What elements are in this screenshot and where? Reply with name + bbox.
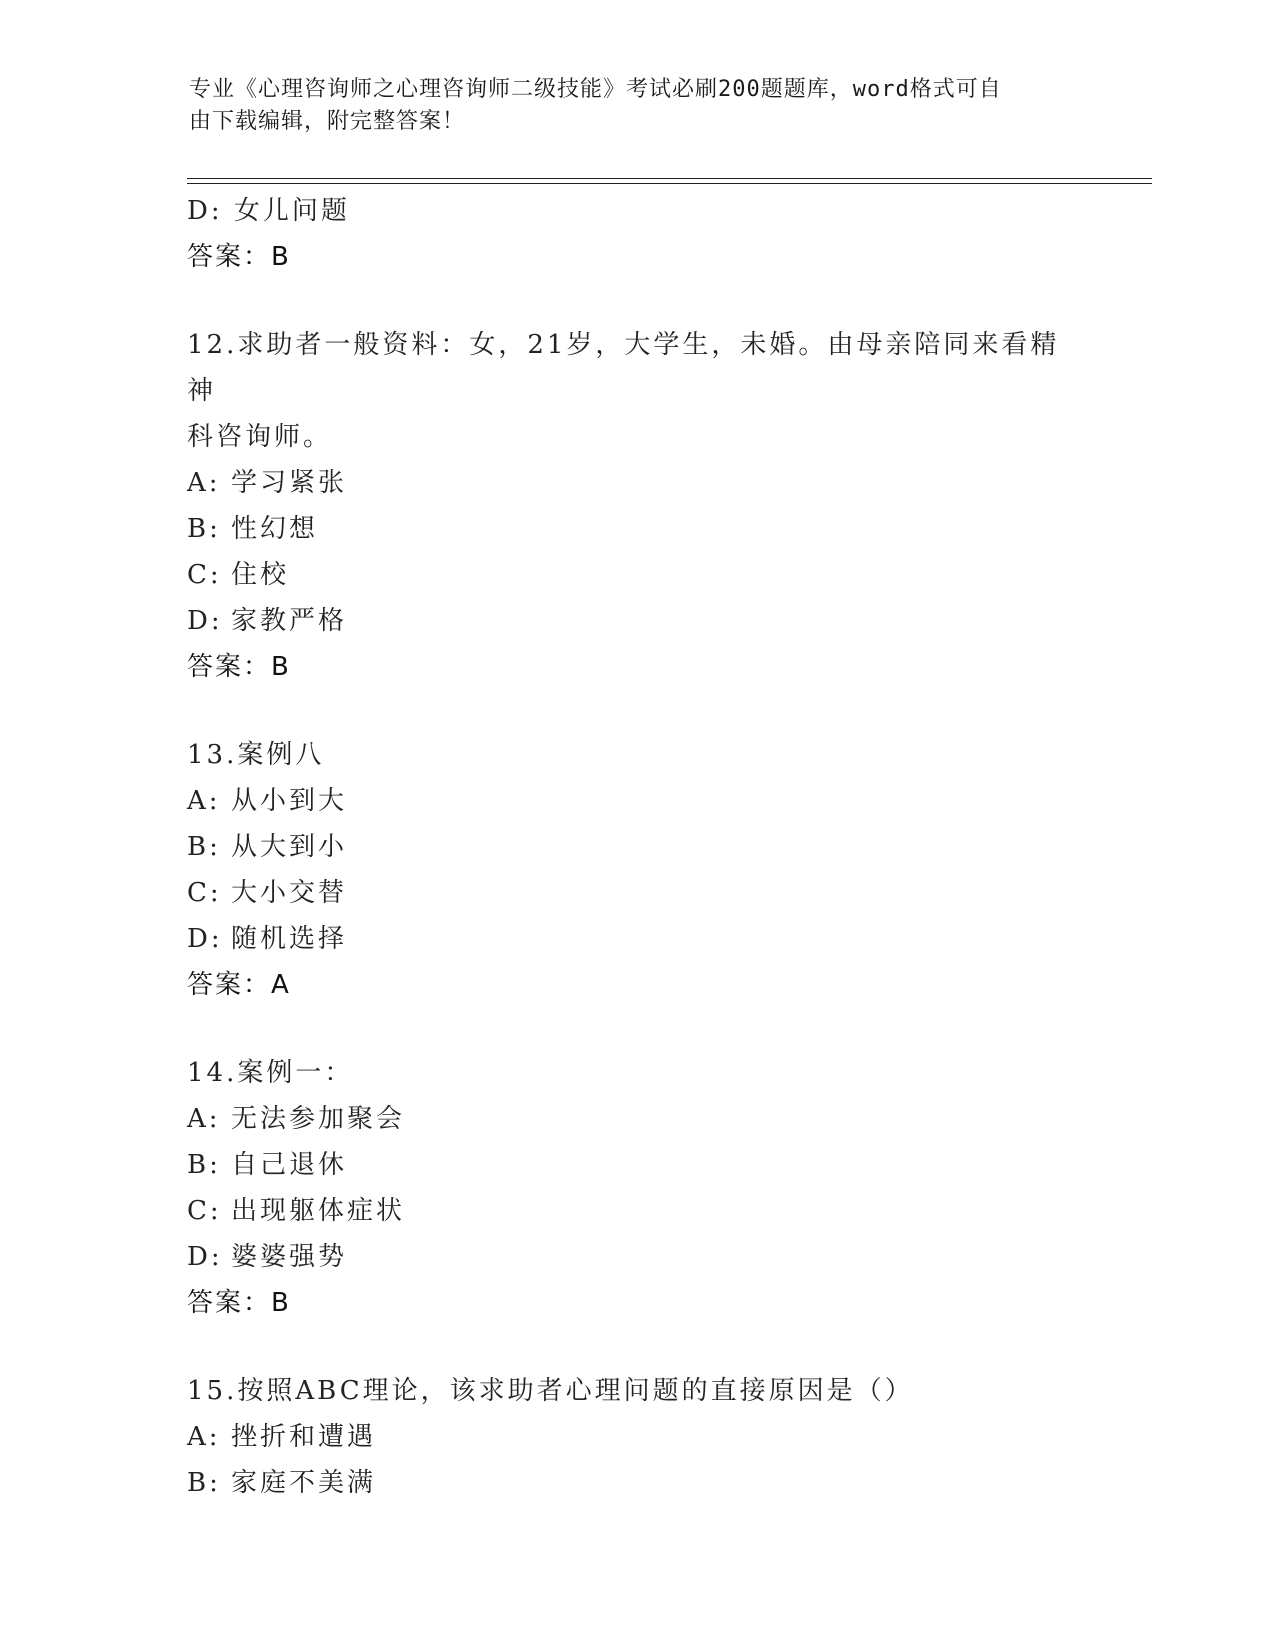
question-14-option-d: D: 婆婆强势 xyxy=(187,1242,348,1272)
question-14-option-c: C: 出现躯体症状 xyxy=(187,1196,406,1226)
question-12-answer: 答案：B xyxy=(187,652,291,682)
header-line-1: 专业《心理咨询师之心理咨询师二级技能》考试必刷200题题库，word格式可自 xyxy=(189,77,1002,102)
question-12-stem-line-1: 12.求助者一般资料：女，21岁，大学生，未婚。由母亲陪同来看精神 xyxy=(187,330,1060,406)
header-line-2: 由下载编辑，附完整答案！ xyxy=(189,109,466,134)
question-13 xyxy=(187,732,1107,1008)
question-list xyxy=(187,188,1107,1506)
question-15 xyxy=(187,1368,1107,1506)
question-11-option-d: D: 女儿问题 xyxy=(187,196,350,226)
question-11-answer: 答案：B xyxy=(187,242,291,272)
question-12 xyxy=(187,322,1107,690)
question-15-option-b: B: 家庭不美满 xyxy=(187,1468,377,1498)
question-13-option-d: D: 随机选择 xyxy=(187,924,348,954)
question-12-stem-line-2: 科咨询师。 xyxy=(187,422,333,452)
question-14-option-a: A: 无法参加聚会 xyxy=(187,1104,406,1134)
question-15-stem: 15.按照ABC理论，该求助者心理问题的直接原因是（） xyxy=(187,1376,914,1406)
question-12-stem xyxy=(187,322,1087,460)
question-12-option-a: A: 学习紧张 xyxy=(187,468,348,498)
question-12-option-c: C: 住校 xyxy=(187,560,290,590)
question-13-option-a: A: 从小到大 xyxy=(187,786,348,816)
question-13-answer: 答案：A xyxy=(187,970,291,1000)
question-12-option-b: B: 性幻想 xyxy=(187,514,319,544)
question-14-stem: 14.案例一： xyxy=(187,1058,354,1088)
question-15-option-a: A: 挫折和遭遇 xyxy=(187,1422,377,1452)
question-14-answer: 答案：B xyxy=(187,1288,291,1318)
question-13-stem: 13.案例八 xyxy=(187,740,325,770)
question-13-option-b: B: 从大到小 xyxy=(187,832,348,862)
header-divider xyxy=(187,178,1152,184)
question-13-option-c: C: 大小交替 xyxy=(187,878,348,908)
document-header xyxy=(189,74,1079,138)
question-14 xyxy=(187,1050,1107,1326)
question-14-option-b: B: 自己退休 xyxy=(187,1150,348,1180)
question-12-option-d: D: 家教严格 xyxy=(187,606,348,636)
